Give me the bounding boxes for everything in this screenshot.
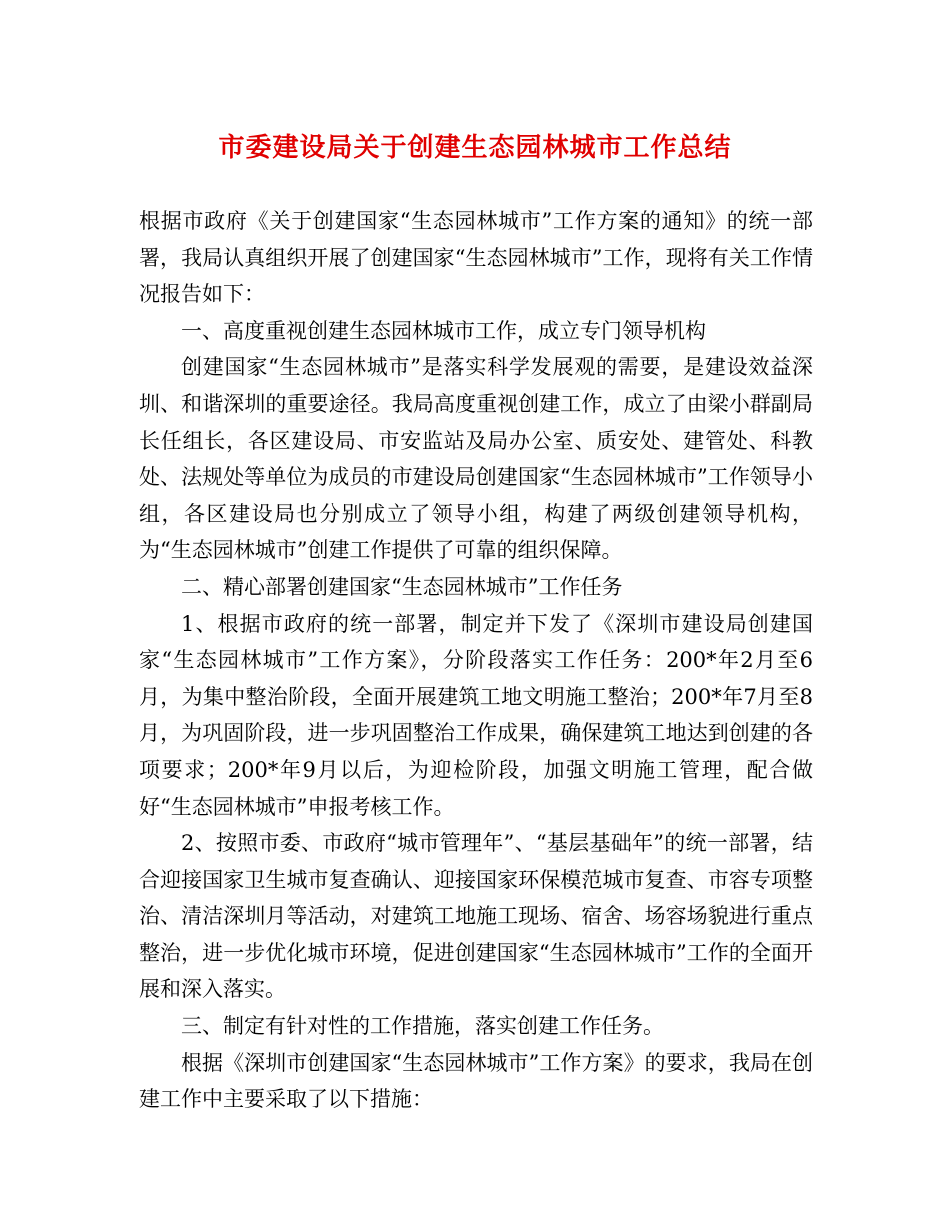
section-heading-2: 二、精心部署创建国家“生态园林城市”工作任务 (181, 574, 623, 599)
paragraph-item-1: 1、根据市政府的统一部署，制定并下发了《深圳市建设局创建国家“生态园林城市”工作方案》，分阶段落实工作任务：200*年2月至6月，为集中整治阶段，全面开展建筑工地文明施工整治；200*年7月至8月，为巩固阶段，进一步巩固整治工作成果，确保建筑工地达到创建的各项要求；200*年9月以后，为迎检阶段，加强文明施工管理，配合做好“生态园林城市”申报考核工作。 (139, 611, 813, 819)
paragraph-section-3: 根据《深圳市创建国家“生态园林城市”工作方案》的要求，我局在创建工作中主要采取了以下措施： (139, 1050, 813, 1112)
document-title: 市委建设局关于创建生态园林城市工作总结 (218, 133, 732, 163)
paragraph-intro: 根据市政府《关于创建国家“生态园林城市”工作方案的通知》的统一部署，我局认真组织开展了创建国家“生态园林城市”工作，现将有关工作情况报告如下： (139, 209, 813, 307)
paragraph-item-2: 2、按照市委、市政府“城市管理年”、“基层基础年”的统一部署，结合迎接国家卫生城市复查确认、迎接国家环保模范城市复查、市容专项整治、清洁深圳月等活动，对建筑工地施工现场、宿舍、场容场貌进行重点整治，进一步优化城市环境，促进创建国家“生态园林城市”工作的全面开展和深入落实。 (139, 831, 813, 1002)
section-heading-1: 一、高度重视创建生态园林城市工作，成立专门领导机构 (181, 318, 706, 343)
document-body (139, 203, 813, 1118)
section-heading-3: 三、制定有针对性的工作措施，落实创建工作任务。 (181, 1014, 664, 1039)
paragraph-section-1: 创建国家“生态园林城市”是落实科学发展观的需要，是建设效益深圳、和谐深圳的重要途径。我局高度重视创建工作，成立了由梁小群副局长任组长，各区建设局、市安监站及局办公室、质安处、建管处、科教处、法规处等单位为成员的市建设局创建国家“生态园林城市”工作领导小组，各区建设局也分别成立了领导小组，构建了两级创建领导机构，为“生态园林城市”创建工作提供了可靠的组织保障。 (139, 355, 813, 563)
